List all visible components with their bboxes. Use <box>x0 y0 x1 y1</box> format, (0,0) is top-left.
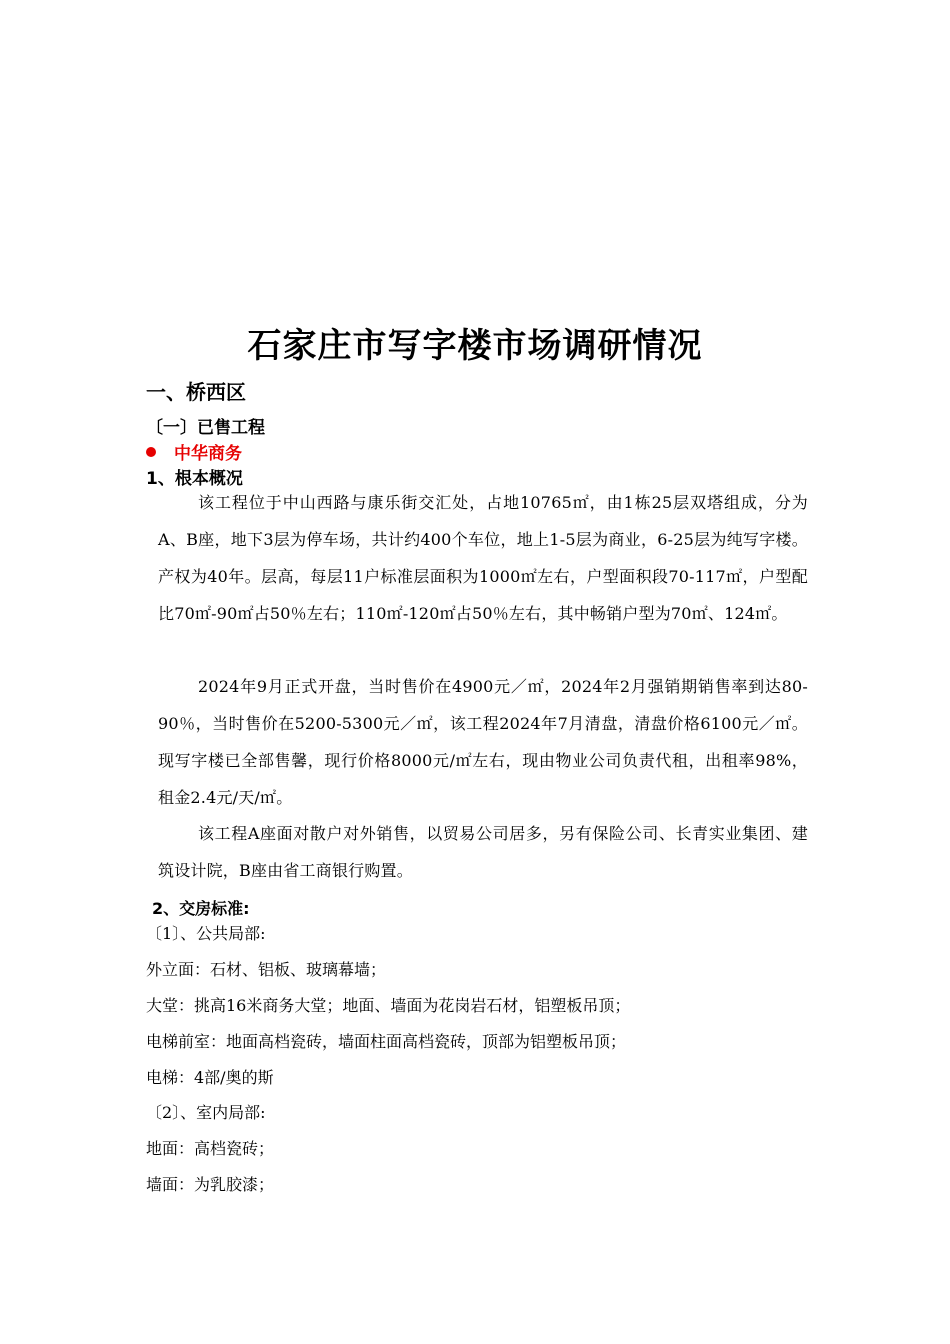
lobby-line: 大堂：挑高16米商务大堂；地面、墙面为花岗岩石材，铝塑板吊顶； <box>146 996 631 1015</box>
paragraph-sales: 2024年9月正式开盘，当时售价在4900元／㎡，2024年2月强销期销售率到达80-90％，当时售价在5200-5300元／㎡，该工程2024年7月清盘，清盘价格6100元／㎡。现写字楼已全部售馨，现行价格8000元/㎡左右，现由物业公司负责代租，出租率98%，租金2.4元/天/㎡。 <box>158 677 808 807</box>
project-name-bullet <box>146 439 242 464</box>
wall-line: 墙面：为乳胶漆； <box>146 1175 275 1194</box>
elevator-line: 电梯：4部/奥的斯 <box>146 1068 274 1087</box>
floor-line: 地面：高档瓷砖； <box>146 1139 275 1158</box>
subsection-heading-sold-projects: 〔一〕已售工程 <box>146 418 265 438</box>
paragraph-buyers: 该工程A座面对散户对外销售，以贸易公司居多，另有保险公司、长青实业集团、建筑设计院，B座由省工商银行购置。 <box>158 824 808 880</box>
page-title: 石家庄市写字楼市场调研情况 <box>247 326 703 366</box>
indoor-part-heading: 〔2〕、室内局部: <box>146 1103 266 1122</box>
project-name: 中华商务 <box>174 444 242 464</box>
bullet-dot-icon <box>146 447 156 457</box>
paragraph-overview: 该工程位于中山西路与康乐街交汇处，占地10765㎡，由1栋25层双塔组成，分为A、B座，地下3层为停车场，共计约400个车位，地上1-5层为商业，6-25层为纯写字楼。产权为40年。层高，每层11户标准层面积为1000㎡左右，户型面积段70-117㎡，户型配比70㎡-90㎡占50％左右；110㎡-120㎡占50％左右，其中畅销户型为70㎡、124㎡。 <box>158 493 808 623</box>
section-heading-qiaoxi: 一、桥西区 <box>146 380 246 404</box>
heading-basic-overview: 1、根本概况 <box>146 469 243 489</box>
facade-line: 外立面：石材、铝板、玻璃幕墙； <box>146 960 387 979</box>
elevator-hall-line: 电梯前室：地面高档瓷砖，墙面柱面高档瓷砖，顶部为铝塑板吊顶； <box>146 1032 627 1051</box>
public-part-heading: 〔1〕、公共局部: <box>146 924 266 943</box>
heading-delivery-standard: 2、交房标准: <box>152 899 250 918</box>
